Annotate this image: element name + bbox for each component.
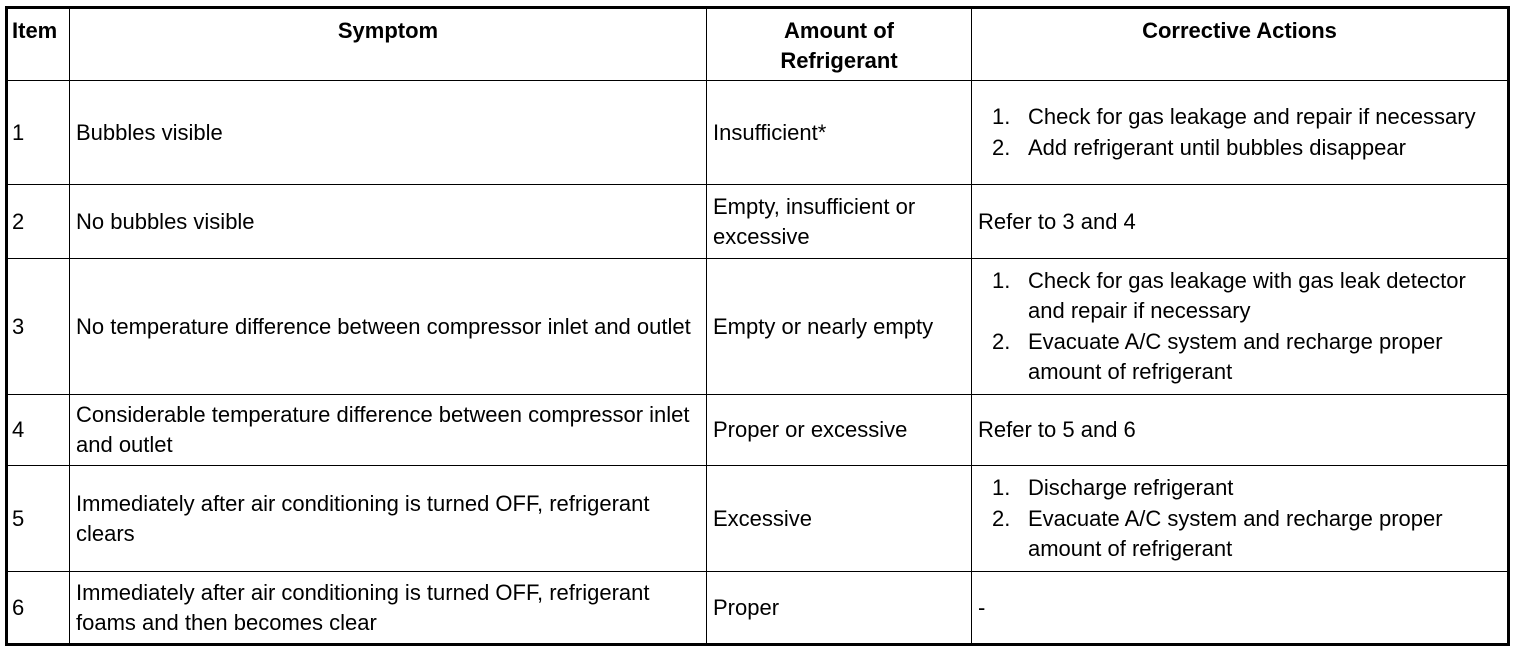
symptom-cell: Bubbles visible — [70, 81, 707, 185]
header-amount-line2: Refrigerant — [780, 48, 898, 73]
actions-cell: Refer to 5 and 6 — [972, 395, 1509, 466]
symptom-cell: Immediately after air conditioning is turned OFF, refrigerant foams and then becomes clear — [70, 572, 707, 645]
actions-cell — [972, 466, 1509, 572]
header-corrective-actions: Corrective Actions — [972, 8, 1509, 81]
amount-cell: Excessive — [707, 466, 972, 572]
step-number: 2. — [992, 135, 1011, 160]
table-row — [7, 81, 1509, 185]
symptom-cell: No bubbles visible — [70, 185, 707, 259]
action-step — [978, 102, 1501, 132]
action-step — [978, 266, 1501, 326]
header-symptom: Symptom — [70, 8, 707, 81]
step-text: Evacuate A/C system and recharge proper amount of refrigerant — [1028, 329, 1443, 384]
step-number: 2. — [992, 329, 1011, 354]
header-amount-of-refrigerant — [707, 8, 972, 81]
amount-cell: Insufficient* — [707, 81, 972, 185]
table-row — [7, 185, 1509, 259]
table-row — [7, 395, 1509, 466]
amount-cell: Proper — [707, 572, 972, 645]
action-step — [978, 327, 1501, 387]
step-text: Add refrigerant until bubbles disappear — [1028, 135, 1406, 160]
table-row — [7, 466, 1509, 572]
symptom-cell: Immediately after air conditioning is turned OFF, refrigerant clears — [70, 466, 707, 572]
item-cell: 6 — [7, 572, 70, 645]
refrigerant-diagnosis-table — [5, 6, 1510, 646]
action-step — [978, 504, 1501, 564]
action-steps — [978, 473, 1501, 564]
action-steps — [978, 266, 1501, 387]
step-number: 1. — [992, 475, 1011, 500]
action-step — [978, 133, 1501, 163]
step-text: Evacuate A/C system and recharge proper amount of refrigerant — [1028, 506, 1443, 561]
item-cell: 4 — [7, 395, 70, 466]
amount-cell: Empty, insufficient or excessive — [707, 185, 972, 259]
amount-cell: Proper or excessive — [707, 395, 972, 466]
item-cell: 5 — [7, 466, 70, 572]
step-number: 2. — [992, 506, 1011, 531]
header-item: Item — [7, 8, 70, 81]
step-text: Discharge refrigerant — [1028, 475, 1234, 500]
item-cell: 1 — [7, 81, 70, 185]
step-number: 1. — [992, 104, 1011, 129]
action-steps — [978, 102, 1501, 163]
action-step — [978, 473, 1501, 503]
actions-cell: - — [972, 572, 1509, 645]
actions-cell — [972, 81, 1509, 185]
table-header-row — [7, 8, 1509, 81]
item-cell: 2 — [7, 185, 70, 259]
amount-cell: Empty or nearly empty — [707, 259, 972, 395]
table-row — [7, 259, 1509, 395]
header-amount-line1: Amount of — [784, 18, 894, 43]
symptom-cell: No temperature difference between compressor inlet and outlet — [70, 259, 707, 395]
item-cell: 3 — [7, 259, 70, 395]
table-row — [7, 572, 1509, 645]
symptom-cell: Considerable temperature difference between compressor inlet and outlet — [70, 395, 707, 466]
actions-cell: Refer to 3 and 4 — [972, 185, 1509, 259]
step-number: 1. — [992, 268, 1011, 293]
step-text: Check for gas leakage and repair if necessary — [1028, 104, 1476, 129]
step-text: Check for gas leakage with gas leak detector and repair if necessary — [1028, 268, 1466, 323]
actions-cell — [972, 259, 1509, 395]
